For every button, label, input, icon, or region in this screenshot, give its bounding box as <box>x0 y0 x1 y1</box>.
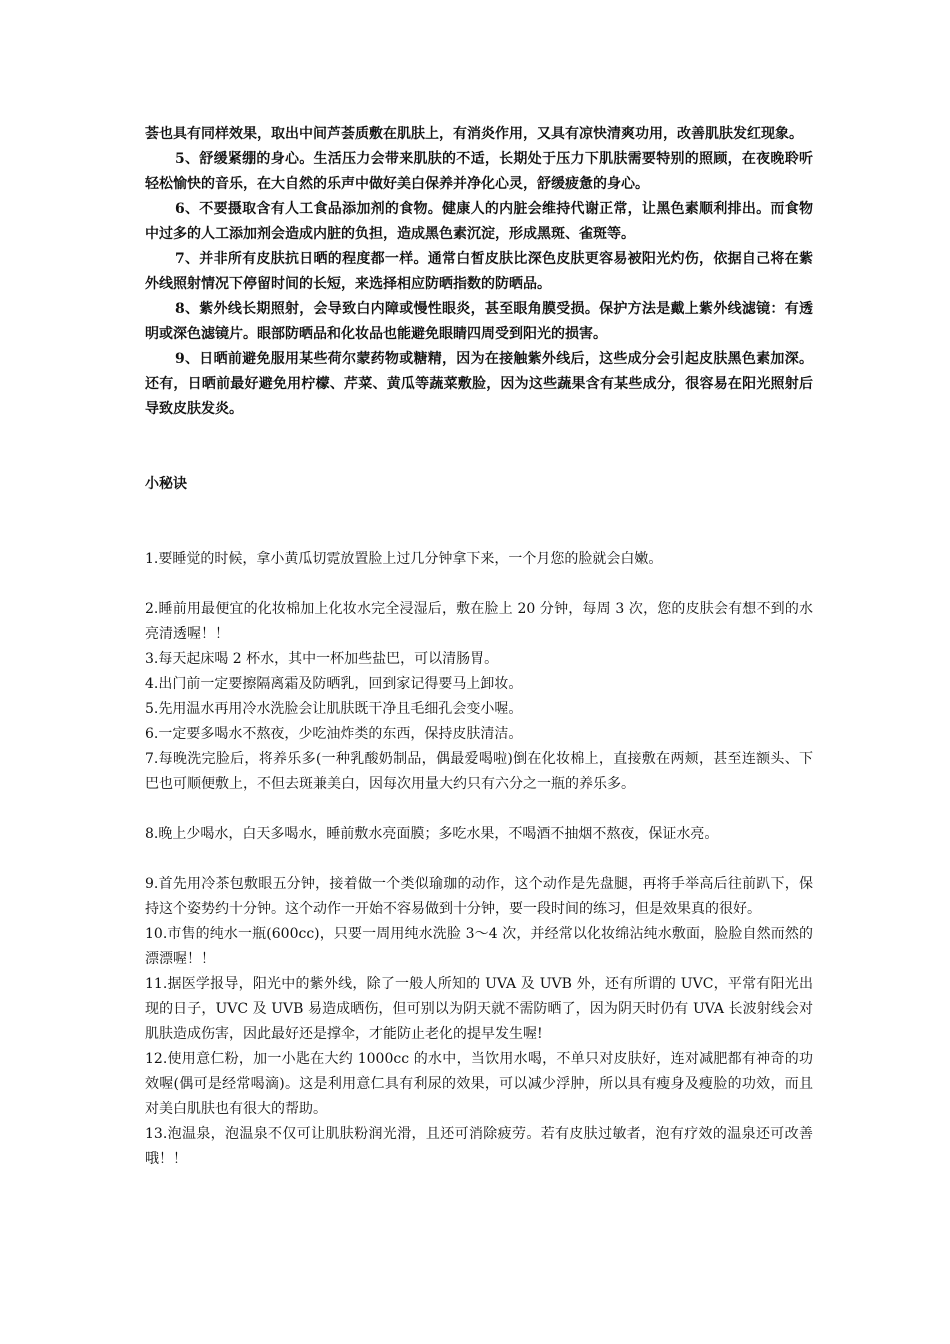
spacer <box>145 572 813 597</box>
tip-item-12: 12.使用意仁粉，加一小匙在大约 1000cc 的水中，当饮用水喝，不单只对皮肤好，连对减肥都有神奇的功效喔(偶可是经常喝滴)。这是利用意仁具有利尿的效果，可以减少浮肿，所以具有瘦身及瘦脸的功效，而且对美白肌肤也有很大的帮助。 <box>145 1051 813 1117</box>
tip-item-5: 5.先用温水再用冷水洗脸会让肌肤既干净且毛细孔会变小喔。 <box>145 701 523 717</box>
tips-list <box>145 547 813 1172</box>
tip-item-13: 13.泡温泉，泡温泉不仅可让肌肤粉润光滑，且还可消除疲劳。若有皮肤过敏者，泡有疗效的温泉还可改善哦！！ <box>145 1126 813 1167</box>
tip-item-6: 6.一定要多喝水不熬夜，少吃油炸类的东西，保持皮肤清洁。 <box>145 726 523 742</box>
tip-item-2: 2.睡前用最便宜的化妆棉加上化妆水完全浸湿后，敷在脸上 20 分钟，每周 3 次，您的皮肤会有想不到的水亮清透喔！！ <box>145 601 813 642</box>
spacer <box>145 797 813 822</box>
section-heading: 小秘诀 <box>145 476 187 492</box>
spacer <box>145 422 813 472</box>
tip-item-9: 9.首先用冷茶包敷眼五分钟，接着做一个类似瑜珈的动作，这个动作是先盘腿，再将手举高后往前趴下，保持这个姿势约十分钟。这个动作一开始不容易做到十分钟，要一段时间的练习，但是效果真的很好。 <box>145 876 813 917</box>
tip-item-8: 8.晚上少喝水，白天多喝水，睡前敷水亮面膜；多吃水果，不喝酒不抽烟不熬夜，保证水亮。 <box>145 826 719 842</box>
paragraph-item-5: 5、舒缓紧绷的身心。生活压力会带来肌肤的不适，长期处于压力下肌肤需要特别的照顾，在夜晚聆听轻松愉快的音乐，在大自然的乐声中做好美白保养并净化心灵，舒缓疲惫的身心。 <box>145 151 813 192</box>
paragraph-aloe-continuation: 荟也具有同样效果，取出中间芦荟质敷在肌肤上，有消炎作用，又具有凉快清爽功用，改善肌肤发红现象。 <box>145 126 803 142</box>
document-page <box>145 122 813 1172</box>
paragraph-item-7: 7、并非所有皮肤抗日晒的程度都一样。通常白皙皮肤比深色皮肤更容易被阳光灼伤，依据自己将在紫外线照射情况下停留时间的长短，来选择相应防晒指数的防晒品。 <box>145 251 813 292</box>
spacer <box>145 847 813 872</box>
paragraph-item-6: 6、不要摄取含有人工食品添加剂的食物。健康人的内脏会维持代谢正常，让黑色素顺利排出。而食物中过多的人工添加剂会造成内脏的负担，造成黑色素沉淀，形成黑斑、雀斑等。 <box>145 201 813 242</box>
tip-item-4: 4.出门前一定要擦隔离霜及防晒乳，回到家记得要马上卸妆。 <box>145 676 523 692</box>
tip-item-11: 11.据医学报导，阳光中的紫外线，除了一般人所知的 UVA 及 UVB 外，还有所谓的 UVC，平常有阳光出现的日子，UVC 及 UVB 易造成晒伤，但可别以为阴天就不需防晒了，因为阴天时仍有 UVA 长波射线会对肌肤造成伤害，因此最好还是撑伞，才能防止老化的提早发生喔! <box>145 976 813 1042</box>
sun-protection-section <box>145 122 813 422</box>
tip-item-7: 7.每晚洗完脸后，将养乐多(一种乳酸奶制品，偶最爱喝啦)倒在化妆棉上，直接敷在两颊，甚至连额头、下巴也可顺便敷上，不但去斑兼美白，因每次用量大约只有六分之一瓶的养乐多。 <box>145 751 813 792</box>
paragraph-item-8: 8、紫外线长期照射，会导致白内障或慢性眼炎，甚至眼角膜受损。保护方法是戴上紫外线滤镜：有透明或深色滤镜片。眼部防晒品和化妆品也能避免眼睛四周受到阳光的损害。 <box>145 301 813 342</box>
tip-item-1: 1.要睡觉的时候，拿小黄瓜切霓放置脸上过几分钟拿下来，一个月您的脸就会白嫩。 <box>145 551 663 567</box>
tip-item-3: 3.每天起床喝 2 杯水，其中一杯加些盐巴，可以清肠胃。 <box>145 651 499 667</box>
tip-item-10: 10.市售的纯水一瓶(600cc)，只要一周用纯水洗脸 3～4 次，并经常以化妆绵沾纯水敷面，脸脸自然而然的漂漂喔！！ <box>145 926 813 967</box>
spacer <box>145 497 813 547</box>
paragraph-item-9: 9、日晒前避免服用某些荷尔蒙药物或糖精，因为在接触紫外线后，这些成分会引起皮肤黑色素加深。还有，日晒前最好避免用柠檬、芹菜、黄瓜等蔬菜敷脸，因为这些蔬果含有某些成分，很容易在阳光照射后导致皮肤发炎。 <box>145 351 813 417</box>
